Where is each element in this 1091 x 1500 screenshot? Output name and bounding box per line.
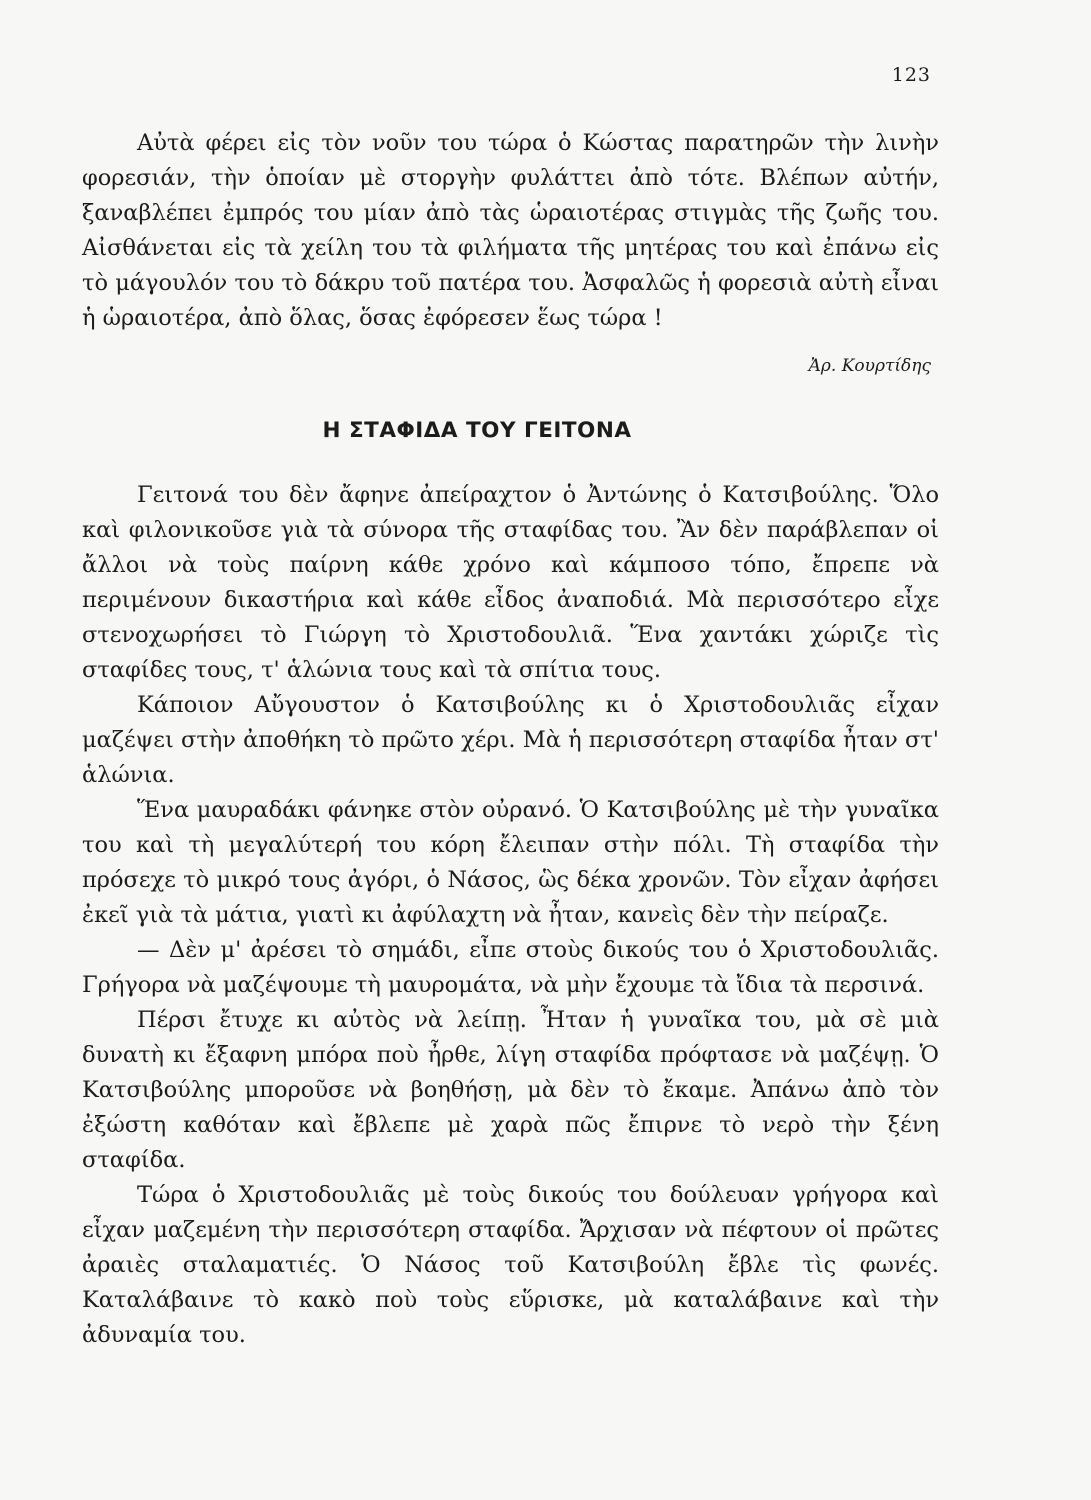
story-title: Η ΣΤΑΦΙΔΑ ΤΟΥ ΓΕΙΤΟΝΑ <box>322 418 632 443</box>
story-paragraph: Κάποιον Αὔγουστον ὁ Κατσιβούλης κι ὁ Χριστοδουλιᾶς εἶχαν μαζέψει στὴν ἀποθήκη τὸ πρῶτο χέρι. Μὰ ἡ περισσότερη σταφίδα ἦταν στ' ἁλώνια. <box>82 692 939 788</box>
page-number: 123 <box>891 64 931 86</box>
story-paragraph: Γειτονά του δὲν ἄφηνε ἀπείραχτον ὁ Ἀντώνης ὁ Κατσιβούλης. Ὅλο καὶ φιλονικοῦσε γιὰ τὰ σύνορα τῆς σταφίδας του. Ἂν δὲν παράβλεπαν οἱ ἄλλοι νὰ τοὺς παίρνη κάθε χρόνο καὶ κάμποσο τόπο, ἔπρεπε νὰ περιμένουν δικαστήρια καὶ κάθε εἶδος ἀναποδιά. Μὰ περισσότερο εἶχε στενοχωρήσει τὸ Γιώργη τὸ Χριστοδουλιᾶ. Ἕνα χαντάκι χώριζε τὶς σταφίδες τους, τ' ἁλώνια τους καὶ τὰ σπίτια τους. <box>82 482 939 683</box>
previous-story-ending <box>82 126 939 336</box>
story-paragraph: Τώρα ὁ Χριστοδουλιᾶς μὲ τοὺς δικούς του δούλευαν γρήγορα καὶ εἶχαν μαζεμένη τὴν περισσότερη σταφίδα. Ἄρχισαν νὰ πέφτουν οἱ πρῶτες ἀραιὲς σταλαματιές. Ὁ Νάσος τοῦ Κατσιβούλη ἔβλε τὶς φωνές. Καταλάβαινε τὸ κακὸ ποὺ τοὺς εὕρισκε, μὰ καταλάβαινε καὶ τὴν ἀδυναμία του. <box>82 1182 939 1348</box>
story-body <box>82 478 939 1353</box>
story-paragraph: Ἕνα μαυραδάκι φάνηκε στὸν οὐρανό. Ὁ Κατσιβούλης μὲ τὴν γυναῖκα του καὶ τὴ μεγαλύτερή του κόρη ἔλειπαν στὴν πόλι. Τὴ σταφίδα τὴν πρόσεχε τὸ μικρό τους ἀγόρι, ὁ Νάσος, ὣς δέκα χρονῶν. Τὸν εἶχαν ἀφήσει ἐκεῖ γιὰ τὰ μάτια, γιατὶ κι ἀφύλαχτη νὰ ἦταν, κανεὶς δὲν τὴν πείραζε. <box>82 797 939 928</box>
closing-paragraph: Αὐτὰ φέρει εἰς τὸν νοῦν του τώρα ὁ Κώστας παρατηρῶν τὴν λινὴν φορεσιάν, τὴν ὁποίαν μὲ στοργὴν φυλάττει ἀπὸ τότε. Βλέπων αὐτήν, ξαναβλέπει ἐμπρός του μίαν ἀπὸ τὰς ὡραιοτέρας στιγμὰς τῆς ζωῆς του. Αἰσθάνεται εἰς τὰ χείλη του τὰ φιλήματα τῆς μητέρας του καὶ ἐπάνω εἰς τὸ μάγουλόν του τὸ δάκρυ τοῦ πατέρα του. Ἀσφαλῶς ἡ φορεσιὰ αὐτὴ εἶναι ἡ ὡραιοτέρα, ἀπὸ ὅλας, ὅσας ἐφόρεσεν ἕως τώρα ! <box>82 130 939 331</box>
author-signature: Ἀρ. Κουρτίδης <box>808 356 931 376</box>
story-paragraph: Πέρσι ἔτυχε κι αὐτὸς νὰ λείπῃ. Ἦταν ἡ γυναῖκα του, μὰ σὲ μιὰ δυνατὴ κι ἔξαφνη μπόρα ποὺ ἦρθε, λίγη σταφίδα πρόφτασε νὰ μαζέψῃ. Ὁ Κατσιβούλης μποροῦσε νὰ βοηθήσῃ, μὰ δὲν τὸ ἔκαμε. Ἀπάνω ἀπὸ τὸν ἐξώστη καθόταν καὶ ἔβλεπε μὲ χαρὰ πῶς ἔπιρνε τὸ νερὸ τὴν ξένη σταφίδα. <box>82 1007 939 1173</box>
story-paragraph: — Δὲν μ' ἀρέσει τὸ σημάδι, εἶπε στοὺς δικούς του ὁ Χριστοδουλιᾶς. Γρήγορα νὰ μαζέψουμε τὴ μαυρομάτα, νὰ μὴν ἔχουμε τὰ ἴδια τὰ περσινά. <box>82 937 939 998</box>
